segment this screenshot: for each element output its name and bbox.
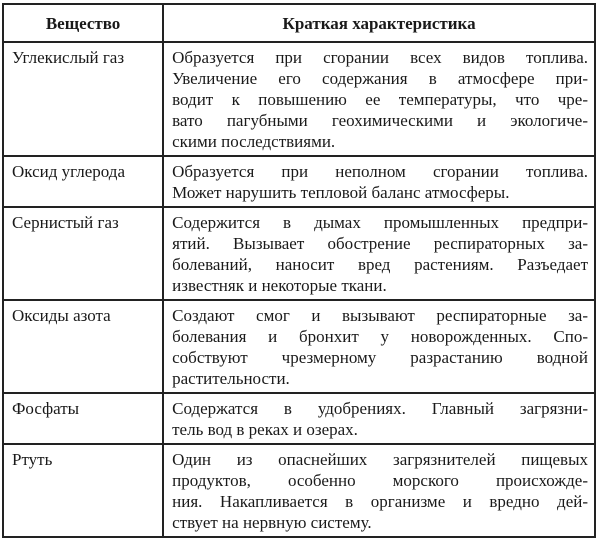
description-line: Содержатся в удобрениях. Главный загрязни- [172,399,588,418]
description-line: болеваний, наносит вред растениям. Разъедает [172,255,588,274]
table-row [3,300,595,393]
description-line: болевания и бронхит у новорожденных. Спо- [172,327,588,346]
description-line: водит к повышению ее температуры, что чре- [172,90,588,109]
header-substance: Вещество [3,4,163,42]
substance-name: Углекислый газ [3,42,163,156]
description-line: вато пагубными геохимическими и экологиче- [172,111,588,130]
header-description: Краткая характеристика [163,4,595,42]
description-line: собствуют чрезмерному разрастанию водной [172,348,588,367]
description-line: ния. Накапливается в организме и вредно дей- [172,492,588,511]
description-line: Создают смог и вызывают респираторные за- [172,306,588,325]
table-row [3,156,595,207]
description-line: скими последствиями. [172,132,336,151]
description-line: Образуется при неполном сгорании топлива. [172,162,588,181]
description-line: тель вод в реках и озерах. [172,420,358,439]
table-row [3,207,595,300]
substance-description [163,207,595,300]
substances-table [2,3,596,538]
substance-description [163,42,595,156]
description-line: Один из опаснейших загрязнителей пищевых [172,450,588,469]
substance-name: Сернистый газ [3,207,163,300]
description-line: Образуется при сгорании всех видов топлива. [172,48,588,67]
table-header [3,4,595,42]
substance-description [163,393,595,444]
substance-name: Оксиды азота [3,300,163,393]
description-line: Может нарушить тепловой баланс атмосферы. [172,183,510,202]
substance-name: Ртуть [3,444,163,537]
description-line: ятий. Вызывает обострение респираторных за- [172,234,588,253]
table-body [3,42,595,537]
substance-description [163,156,595,207]
header-row [3,4,595,42]
description-line: Содержится в дымах промышленных предпри- [172,213,588,232]
description-line: известняк и некоторые ткани. [172,276,387,295]
substance-description [163,444,595,537]
description-line: продуктов, особенно морского происхожде- [172,471,588,490]
substance-name: Фосфаты [3,393,163,444]
substance-name: Оксид углерода [3,156,163,207]
description-line: Увеличение его содержания в атмосфере при- [172,69,588,88]
table-row [3,42,595,156]
description-line: ствует на нервную систему. [172,513,372,532]
table-row [3,444,595,537]
table-row [3,393,595,444]
substance-description [163,300,595,393]
description-line: растительности. [172,369,290,388]
